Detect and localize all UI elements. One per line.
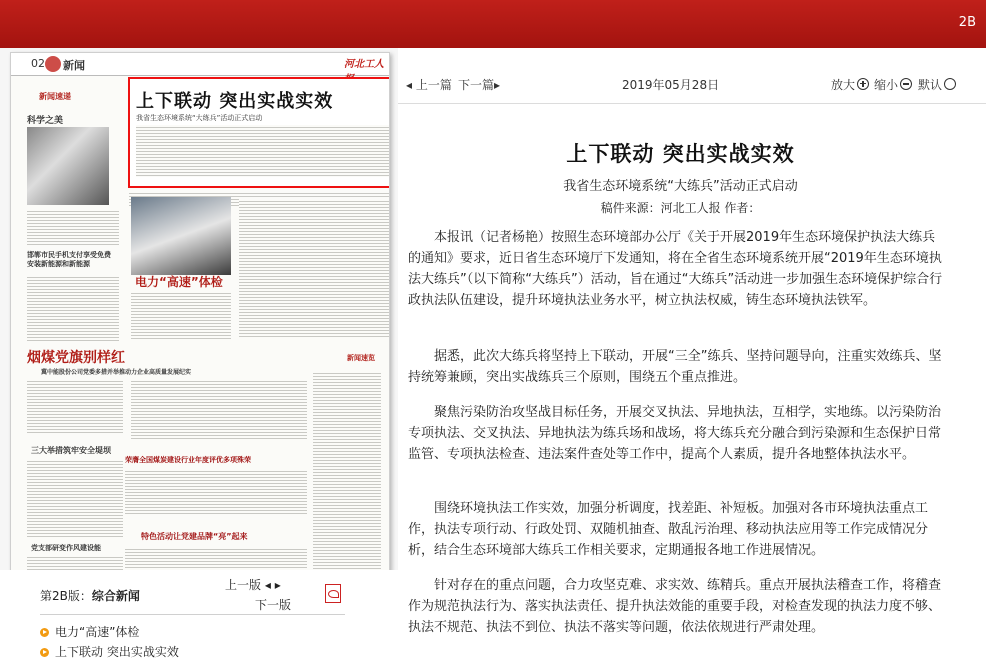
prev-page-label: 上一版	[225, 578, 262, 592]
thumb-text-lines	[27, 275, 119, 343]
thumb-text-lines	[239, 199, 390, 339]
prev-article-link[interactable]	[406, 76, 452, 93]
newspaper-page-thumbnail[interactable]	[10, 52, 390, 612]
article-content	[398, 104, 986, 664]
minus-icon	[900, 78, 912, 90]
page-label-prefix: 第2B版：	[40, 589, 92, 603]
highlight-title: 上下联动 突出实战实效	[136, 91, 334, 112]
page-article-list	[40, 622, 179, 662]
next-page-link[interactable]: 下一版	[255, 598, 292, 612]
next-article-label: 下一篇	[458, 78, 495, 92]
top-banner	[0, 0, 986, 48]
thumbnail-page-number: 02	[31, 57, 45, 70]
zoom-out-label: 缩小	[874, 78, 899, 92]
thumbnail-section: 新闻	[63, 59, 85, 72]
article-paragraph: 本报讯（记者杨艳）按照生态环境部办公厅《关于开展2019年生态环境保护执法大练兵的通知》要求，近日省生态环境厅下发通知，将在全省生态环境系统开展“2019年生态环境执法大练兵”（以下简称“大练兵”）活动，旨在通过“大练兵”活动进一步加强生态环境保护综合行政执法队伍建设，提升环境执法业务水平，树立执法权威，铸生态环境执法铁军。	[408, 230, 943, 308]
page-article-item[interactable]	[40, 642, 179, 662]
thumb-block-heading[interactable]: 电力“高速”体检	[135, 275, 223, 289]
bullet-arrow-icon	[40, 628, 49, 637]
default-size-label: 默认	[918, 78, 943, 92]
circle-icon	[944, 78, 956, 90]
thumb-block-heading: 党支部研变作风建设能	[31, 544, 101, 552]
highlighted-article-block[interactable]	[128, 77, 390, 188]
thumb-block-heading: 新闻速览	[347, 354, 375, 362]
thumb-block-heading: 荣膺全国煤炭建设行业年度评优多项殊荣	[125, 456, 251, 464]
next-article-link[interactable]	[458, 76, 500, 93]
thumb-block-heading: 三大举措筑牢安全堤坝	[31, 446, 111, 455]
zoom-out-button[interactable]	[874, 76, 912, 93]
thumb-text-lines	[125, 469, 307, 515]
default-size-button[interactable]	[918, 76, 956, 93]
article-paragraph: 针对存在的重点问题，合力攻坚克难、求实效、练精兵。重点开展执法稽查工作，将稽查作为规范执法行为、落实执法责任、提升执法效能的重要手段，对检查发现的执法力度不够、执法不规范、执法不到位、执法不落实等问题，依法依规进行严肃处理。	[408, 578, 942, 635]
article-subtitle: 我省生态环境系统“大练兵”活动正式启动	[563, 179, 798, 194]
page-article-title: 电力“高速”体检	[55, 625, 140, 639]
seal-icon	[45, 56, 61, 72]
thumb-photo	[27, 127, 109, 205]
page-article-title: 上下联动 突出实战实效	[55, 645, 179, 659]
arrow-right-icon	[275, 578, 281, 592]
article-title: 上下联动 突出实战实效	[566, 142, 795, 166]
page-name: 综合新闻	[91, 589, 140, 603]
bullet-arrow-icon	[40, 648, 49, 657]
article-paragraph: 据悉，此次大练兵将坚持上下联动，开展“三全”练兵、坚持问题导向，注重实效练兵、坚持统筹兼顾，突出实战练兵三个原则，围绕五个重点推进。	[408, 349, 942, 385]
thumb-photo	[131, 197, 231, 275]
issue-date: 2019年05月28日	[622, 78, 720, 92]
prev-article-label: 上一篇	[415, 78, 452, 92]
arrow-left-icon	[406, 78, 412, 92]
thumb-block-heading: 科学之美	[27, 116, 64, 126]
page-navigation	[0, 570, 398, 664]
thumb-block-heading: 烟煤党旗别样红	[27, 350, 125, 366]
thumb-text-lines	[27, 459, 123, 539]
arrow-right-icon	[494, 78, 500, 92]
arrow-left-icon	[265, 578, 271, 592]
prev-page-link[interactable]	[225, 576, 281, 593]
pdf-icon[interactable]	[325, 584, 341, 603]
article-paragraph: 聚焦污染防治攻坚战目标任务，开展交叉执法、异地执法，互相学，实地练。以污染防治专项执法、交叉执法、异地执法为练兵场和战场，将大练兵充分融合到污染源和生态保护日常监管、专项执法检查、违法案件查处等工作中，提高个人素质，提升各地整体执法水平。	[408, 405, 942, 462]
thumb-text-lines	[27, 209, 119, 245]
thumb-text-lines	[27, 379, 123, 435]
article-paragraph: 围绕环境执法工作实效，加强分析调度，找差距、补短板。加强对各市环境执法重点工作，执法专项行动、行政处罚、双随机抽查、散乱污治理、移动执法应用等工作完成情况分析，结合生态环境部大练兵工作相关要求，定期通报各地工作进展情况。	[408, 501, 929, 558]
zoom-in-button[interactable]	[831, 76, 869, 93]
highlight-subtitle: 我省生态环境系统“大练兵”活动正式启动	[136, 114, 263, 122]
thumb-text-lines	[313, 371, 381, 601]
thumb-block-heading: 新闻速递	[39, 92, 71, 101]
page-label	[40, 587, 140, 604]
thumb-block-heading: 特色活动让党建品牌“亮”起来	[141, 532, 248, 541]
thumb-text-lines	[136, 125, 390, 177]
masthead-logo: 河北工人	[344, 59, 384, 70]
thumbnail-header	[11, 53, 389, 76]
thumb-text-lines	[131, 291, 231, 339]
thumb-block-subheading: 冀中能股份公司党委多措并举推动力企业高质量发展纪实	[41, 369, 192, 376]
thumb-block-heading: 邯郸市民手机支付享受免费安装新能源和新能源	[27, 251, 111, 268]
plus-icon	[857, 78, 869, 90]
edition-label: 2B	[958, 15, 976, 30]
zoom-in-label: 放大	[831, 78, 856, 92]
article-source: 稿件来源：河北工人报 作者：	[600, 201, 761, 215]
thumb-text-lines	[131, 379, 307, 439]
article-toolbar	[398, 48, 986, 104]
divider	[40, 614, 345, 615]
page-article-item[interactable]	[40, 622, 179, 642]
